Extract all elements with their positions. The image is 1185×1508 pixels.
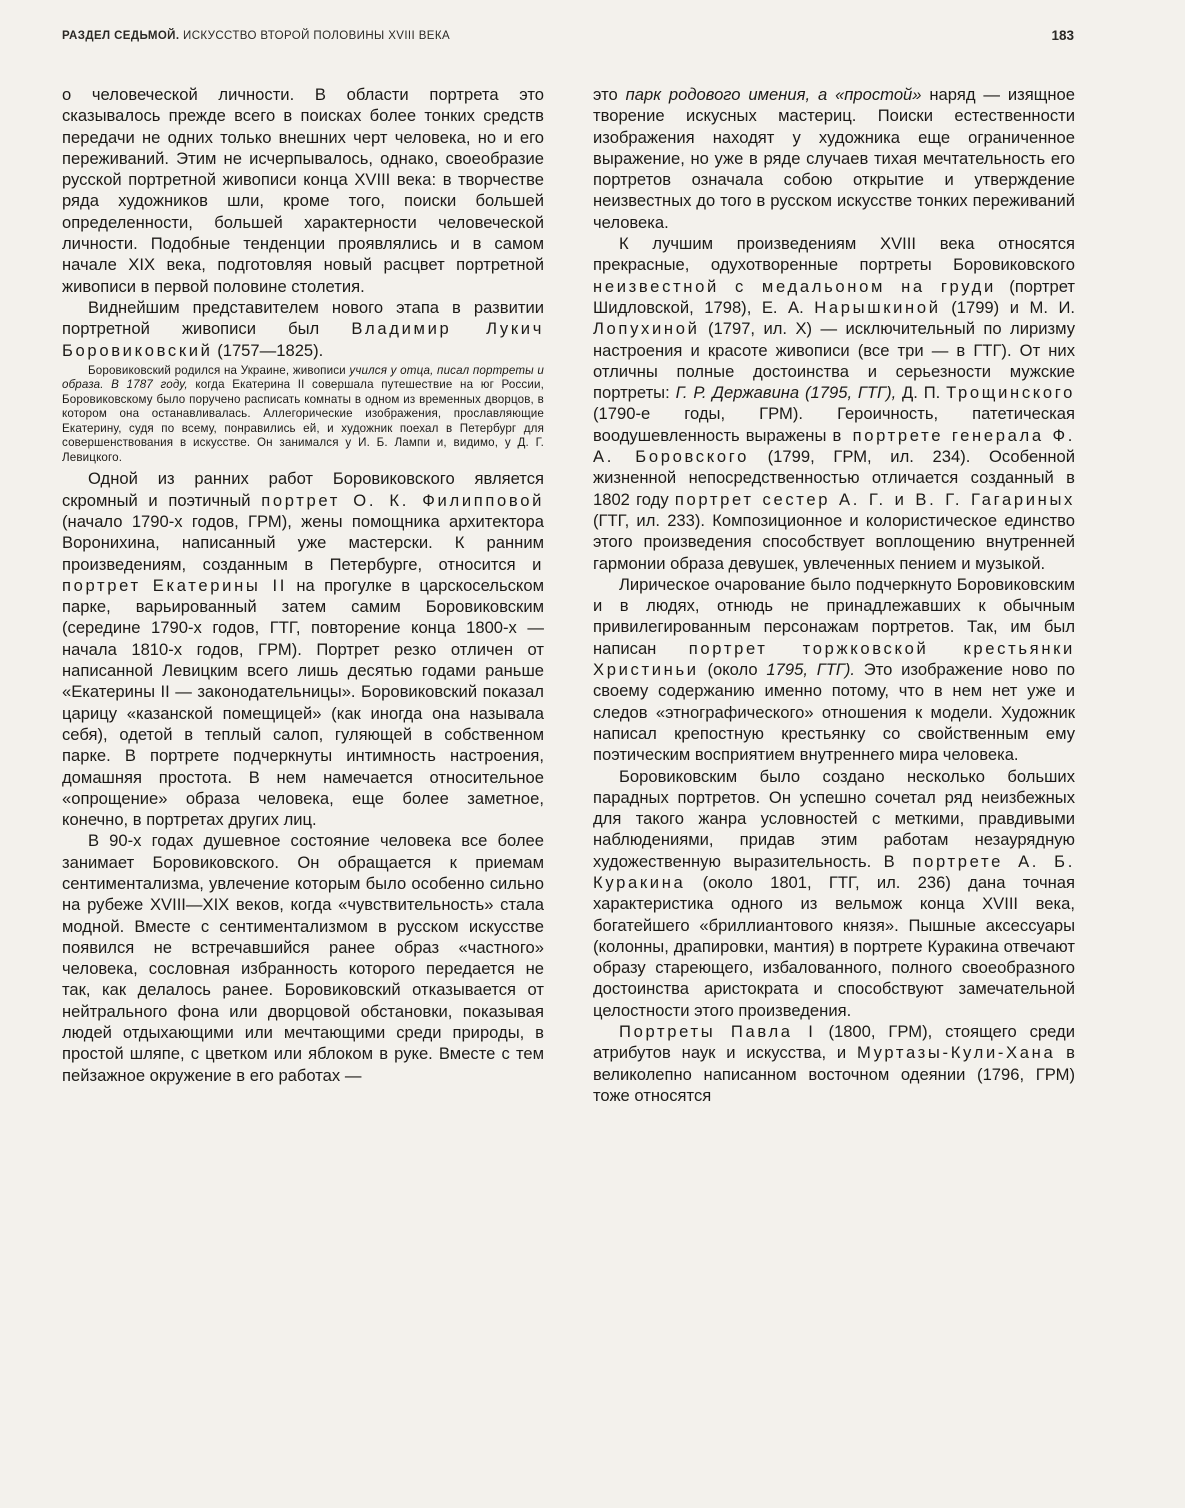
paragraph: Портреты Павла I (1800, ГРМ), стоящего среди атрибутов наук и искусства, и Муртазы-Кули-Хана в великолепно написанном восточном одеянии (1796, ГРМ) тоже относятся — [593, 1022, 1075, 1105]
paragraph: это парк родового имения, а «простой» наряд — изящное творение искусных мастериц. Поиски естественности изображения находят у художника еще ограниченное выражение, но уже в ряде случаев тихая мечтательность его портретов означала собою открытие и утверждение неизвестных до того в русском искусстве тонких переживаний человека. — [593, 85, 1075, 232]
paragraph: о человеческой личности. В области портрета это сказывалось прежде всего в поисках более тонких средств передачи не одних только внешних черт человека, но и его переживаний. Этим не исчерпывалось, однако, своеобразие русской портретной живописи конца XVIII века: в творчестве ряда художников шли, кроме того, поиски большей определенности, большей характерности человеческой личности. Подобные тенденции проявлялись и в самом начале XIX века, подготовляя новый расцвет портретной живописи в первой половине столетия. — [62, 85, 544, 296]
paragraph: Виднейшим представителем нового этапа в развитии портретной живописи был Владимир Лукич Боровиковский (1757—1825). — [62, 297, 544, 360]
chapter-title: ИСКУССТВО ВТОРОЙ ПОЛОВИНЫ XVIII ВЕКА — [183, 30, 451, 42]
page-number: 183 — [1051, 28, 1074, 43]
biography-note: Боровиковский родился на Украине, живописи учился у отца, писал портреты и образа. В 1787 году, когда Екатерина II совершала путешествие на юг России, Боровиковскому было поручено расписать комнаты в одном из временных дворцов, в котором она останавливалась. Аллегорические изображения, прославляющие Екатерину, судя по всему, понравились ей, и художник поехал в Петербург для совершенствования в искусстве. Он занимался у И. Б. Лампи и, видимо, у Д. Г. Левицкого. — [62, 363, 545, 464]
paragraph: Одной из ранних работ Боровиковского является скромный и поэтичный портрет О. К. Филипповой (начало 1790-х годов, ГРМ), жены помощника архитектора Воронихина, написанный уже мастерски. К ранним произведениям, созданным в Петербурге, относится и портрет Екатерины II на прогулке в царскосельском парке, варьированный затем самим Боровиковским (середине 1790-х годов, ГТГ, повторение конца 1800-х — начала 1810-х годов, ГРМ). Портрет резко отличен от написанной Левицким всего лишь десятью годами раньше «Екатерины II — законодательницы». Боровиковский показал царицу «казанской помещицей» (как иногда она называла себя), одетой в теплый салоп, гуляющей в собственном парке. В портрете подчеркнуты интимность настроения, домашняя простота. В нем намечается относительное «опрощение» образа человека, еще более заметное, конечно, в портретах других лиц. — [62, 469, 545, 830]
paragraph: Боровиковским было создано несколько больших парадных портретов. Он успешно сочетал ряд неизбежных для такого жанра условностей с меткими, правдивыми наблюдениями, придав этим работам незаурядную художественную выразительность. В портрете А. Б. Куракина (около 1801, ГТГ, ил. 236) дана точная характеристика одного из вельмож конца XVIII века, богатейшего «бриллиантового князя». Пышные аксессуары (колонны, драпировки, мантия) в портрете Куракина отвечают образу стареющего, избалованного, полного своеобразного достоинства аристократа и способствуют замечательной целостности этого произведения. — [593, 766, 1075, 1020]
right-column — [593, 84, 1075, 1106]
artist-name: Владимир Лукич Боровиковский — [62, 319, 544, 360]
paragraph: В 90-х годах душевное состояние человека все более занимает Боровиковского. Он обращается к приемам сентиментализма, увлечение которым было особенно сильно на рубеже XVIII—XIX веков, когда «чувствительность» стала модной. Вместе с сентиментализмом в русском искусстве появился не встречавшийся ранее образ «частного» человека, сословная избранность которого передается не так, как делалось ранее. Боровиковский отказывается от нейтрального фона или дворцовой обстановки, показывая людей отдыхающими или мечтающими среди природы, в простой шляпе, с цветком или яблоком в руке. Вместе с тем пейзажное окружение в его работах — — [62, 831, 544, 1085]
paragraph: Лирическое очарование было подчеркнуто Боровиковским и в людях, отнюдь не принадлежавших к обычным привилегированным персонажам портретов. Так, им был написан портрет торжковской крестьянки Христиньи (около 1795, ГТГ). Это изображение ново по своему содержанию именно потому, что в нем нет уже и следов «этнографического» отношения к модели. Художник написал крепостную крестьянку со свойственным ему поэтическим восприятием внутреннего мира человека. — [593, 574, 1075, 765]
paragraph: К лучшим произведениям XVIII века относятся прекрасные, одухотворенные портреты Боровиковского неизвестной с медальоном на груди (портрет Шидловской, 1798), Е. А. Нарышкиной (1799) и М. И. Лопухиной (1797, ил. X) — исключительный по лиризму настроения и красоте живописи (все три — в ГТГ). От них отличны полные достоинства и серьезности мужские портреты: Г. Р. Державина (1795, ГТГ), Д. П. Трощинского (1790-е годы, ГРМ). Героичность, патетическая воодушевленность выражены в портрете генерала Ф. А. Боровского (1799, ГРМ, ил. 234). Особенной жизненной непосредственностью отличается созданный в 1802 году портрет сестер А. Г. и В. Г. Гагариных (ГТГ, ил. 233). Композиционное и колористическое единство этого произведения способствует воплощению внутренней гармонии образа девушек, увлеченных пением и музыкой. — [593, 234, 1076, 573]
page-header — [62, 30, 1074, 42]
left-column — [62, 84, 544, 1086]
section-label: РАЗДЕЛ СЕДЬМОЙ. — [62, 30, 180, 42]
